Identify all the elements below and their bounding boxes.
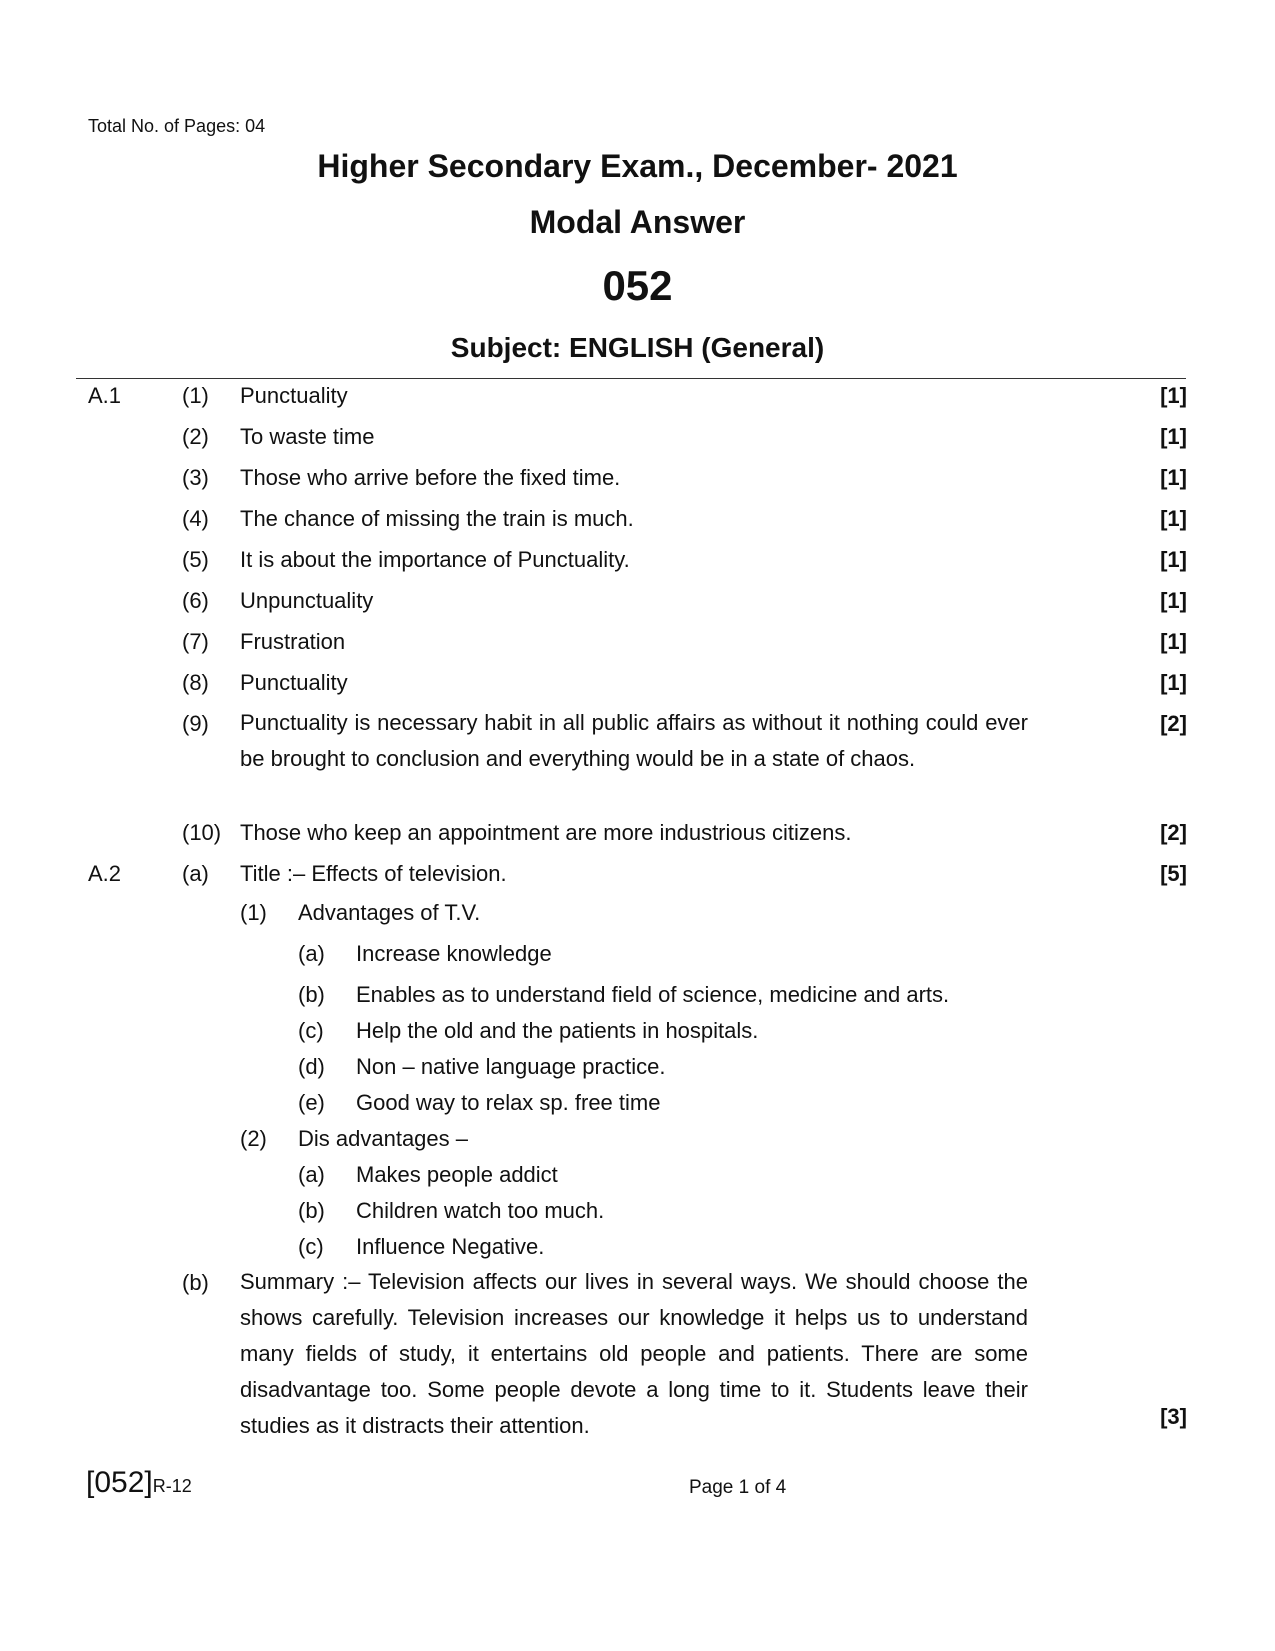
mark: [2] — [1160, 820, 1187, 845]
footer-paper-code: [052] — [86, 1466, 153, 1499]
footer-code — [86, 1466, 192, 1500]
item-number: (9) — [182, 711, 209, 736]
mark: [1] — [1160, 383, 1187, 408]
question-label-a1: A.1 — [88, 383, 122, 408]
answer-text: Punctuality — [240, 383, 348, 408]
point-text: Good way to relax sp. free time — [356, 1090, 661, 1115]
total-pages: Total No. of Pages: 04 — [88, 116, 266, 136]
point-letter: (c) — [298, 1018, 324, 1043]
mark: [1] — [1160, 629, 1187, 654]
item-number: (2) — [182, 424, 209, 449]
subject-heading: Subject: ENGLISH (General) — [450, 332, 825, 363]
header-divider — [76, 378, 1186, 379]
advantages-heading: Advantages of T.V. — [298, 900, 481, 925]
point-letter: (a) — [298, 1162, 325, 1187]
point-letter: (c) — [298, 1234, 324, 1259]
answer-text: Frustration — [240, 629, 346, 654]
page-subtitle: Modal Answer — [529, 204, 746, 240]
point-letter: (b) — [298, 982, 325, 1007]
point-letter: (d) — [298, 1054, 325, 1079]
answer-text: To waste time — [240, 424, 375, 449]
answer-text: Punctuality — [240, 670, 348, 695]
answer-text: Punctuality is necessary habit in all public affairs as without it nothing could ever be brought to conclusion and everything would be in a state of chaos. — [240, 710, 1028, 771]
disadvantages-heading: Dis advantages – — [298, 1126, 468, 1151]
point-text: Non – native language practice. — [356, 1054, 666, 1079]
item-number: (8) — [182, 670, 209, 695]
item-number: (7) — [182, 629, 209, 654]
item-number: (3) — [182, 465, 209, 490]
sub-number: (2) — [240, 1126, 267, 1151]
item-number: (a) — [182, 861, 209, 886]
item-number: (1) — [182, 383, 209, 408]
item-number: (5) — [182, 547, 209, 572]
answer-title: Title :– Effects of television. — [240, 861, 507, 886]
mark: [1] — [1160, 670, 1187, 695]
answer-text: Those who arrive before the fixed time. — [240, 465, 621, 490]
summary-text: Summary :– Television affects our lives in several ways. We should choose the shows carefully. Television increases our knowledge it helps us to understand many fields of study, it entertains old people and patients. There are some disadvantage too. Some people devote a long time to it. Students leave their studies as it distracts their attention. — [240, 1269, 1028, 1438]
paper-code: 052 — [602, 262, 673, 309]
mark: [2] — [1160, 711, 1187, 736]
mark: [5] — [1160, 861, 1187, 886]
answer-text: Those who keep an appointment are more industrious citizens. — [240, 820, 852, 845]
answer-text: It is about the importance of Punctuality. — [240, 547, 630, 572]
item-number: (6) — [182, 588, 209, 613]
mark: [1] — [1160, 547, 1187, 572]
point-text: Help the old and the patients in hospitals. — [356, 1018, 759, 1043]
item-number: (4) — [182, 506, 209, 531]
exam-title: Higher Secondary Exam., December- 2021 — [317, 148, 958, 184]
point-text: Enables as to understand field of science, medicine and arts. — [356, 982, 950, 1007]
footer-series: R-12 — [152, 1476, 192, 1496]
point-letter: (e) — [298, 1090, 325, 1115]
point-text: Increase knowledge — [356, 941, 552, 966]
mark: [1] — [1160, 465, 1187, 490]
point-text: Influence Negative. — [356, 1234, 545, 1259]
sub-number: (1) — [240, 900, 267, 925]
mark: [1] — [1160, 588, 1187, 613]
item-number: (b) — [182, 1270, 209, 1295]
item-number: (10) — [182, 820, 222, 845]
point-letter: (b) — [298, 1198, 325, 1223]
mark: [1] — [1160, 424, 1187, 449]
question-label-a2: A.2 — [88, 861, 122, 886]
answer-text: Unpunctuality — [240, 588, 374, 613]
mark: [3] — [1160, 1404, 1187, 1429]
page-number: Page 1 of 4 — [689, 1477, 787, 1498]
point-letter: (a) — [298, 941, 325, 966]
point-text: Children watch too much. — [356, 1198, 605, 1223]
point-text: Makes people addict — [356, 1162, 558, 1187]
mark: [1] — [1160, 506, 1187, 531]
answer-text: The chance of missing the train is much. — [240, 506, 634, 531]
